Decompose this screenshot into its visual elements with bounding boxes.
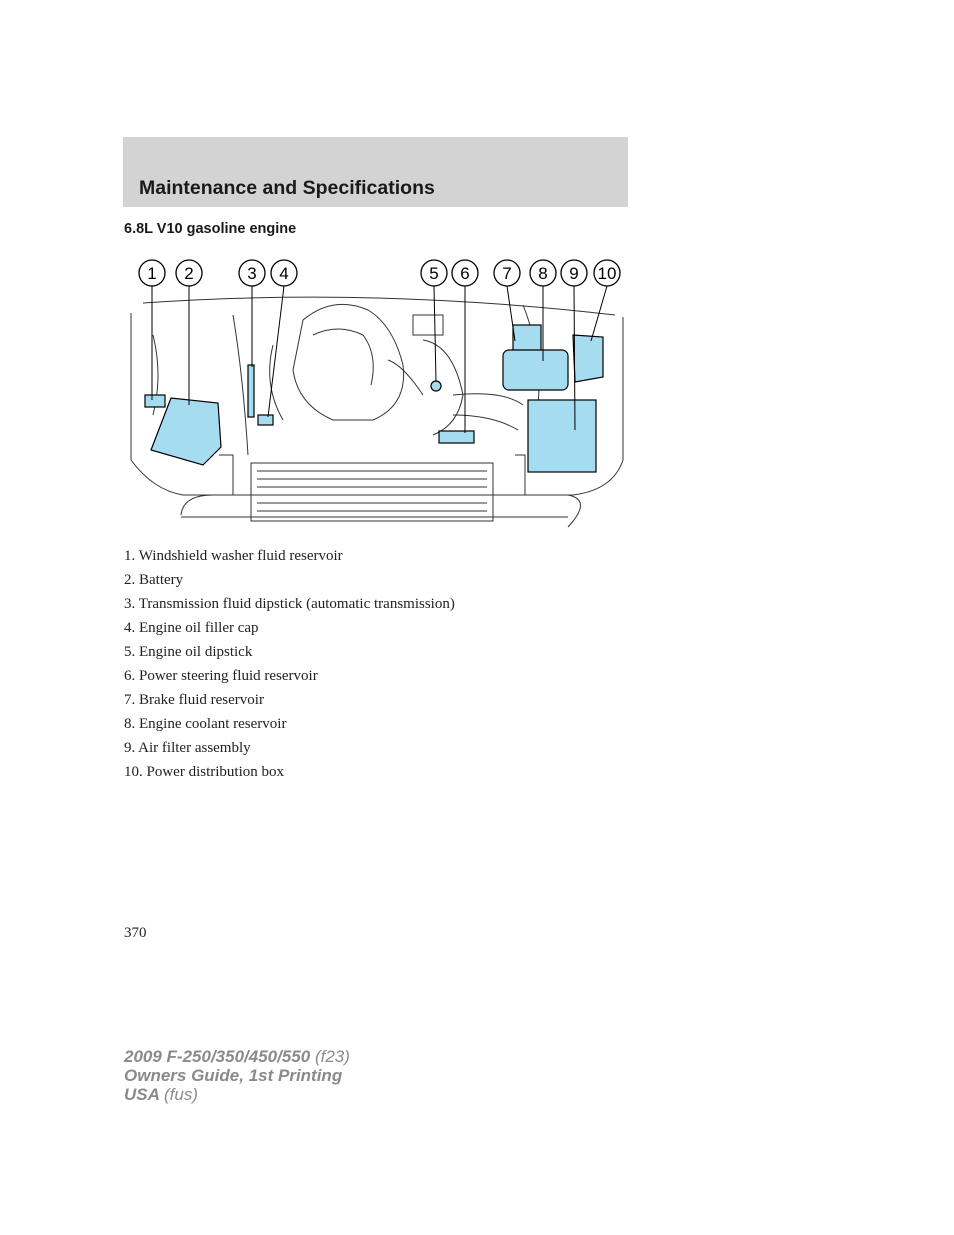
footer-model: 2009 F-250/350/450/550 xyxy=(124,1047,311,1066)
footer-market: USA xyxy=(124,1085,160,1104)
washer-reservoir-marker xyxy=(145,395,165,407)
battery-shape xyxy=(151,398,221,465)
power-steering-reservoir-marker xyxy=(439,431,474,443)
page-number: 370 xyxy=(124,925,147,941)
oil-filler-cap-marker xyxy=(258,415,273,425)
footer-line-2: Owners Guide, 1st Printing xyxy=(124,1066,343,1085)
callout-10 xyxy=(591,260,620,341)
callout-1 xyxy=(139,260,165,400)
svg-text:4: 4 xyxy=(279,264,289,283)
section-title: 6.8L V10 gasoline engine xyxy=(124,221,297,237)
svg-text:5: 5 xyxy=(429,264,439,283)
legend-item: 4. Engine oil filler cap xyxy=(124,620,259,636)
svg-text:7: 7 xyxy=(502,264,512,283)
legend-item: 2. Battery xyxy=(124,572,184,588)
engine-compartment-diagram xyxy=(123,255,633,530)
legend-item: 6. Power steering fluid reservoir xyxy=(124,668,318,684)
air-filter-shape xyxy=(528,400,596,472)
footer-market-code: (fus) xyxy=(164,1085,198,1104)
legend-item: 8. Engine coolant reservoir xyxy=(124,716,287,732)
legend-item: 9. Air filter assembly xyxy=(124,740,251,756)
legend-item: 3. Transmission fluid dipstick (automatic transmission) xyxy=(124,596,455,612)
footer-model-code: (f23) xyxy=(314,1047,350,1066)
callout-3 xyxy=(239,260,265,367)
legend-item: 10. Power distribution box xyxy=(124,764,284,780)
legend-item: 1. Windshield washer fluid reservoir xyxy=(124,548,343,564)
legend-item: 7. Brake fluid reservoir xyxy=(124,692,264,708)
footer-line-1 xyxy=(124,1047,350,1066)
svg-text:1: 1 xyxy=(147,264,157,283)
svg-text:2: 2 xyxy=(184,264,194,283)
legend-item: 5. Engine oil dipstick xyxy=(124,644,253,660)
power-distribution-box-shape xyxy=(573,335,603,382)
coolant-reservoir-shape xyxy=(503,350,568,390)
svg-text:10: 10 xyxy=(597,264,617,283)
callout-6 xyxy=(452,260,478,433)
svg-text:9: 9 xyxy=(569,264,579,283)
svg-text:3: 3 xyxy=(247,264,257,283)
page-title: Maintenance and Specifications xyxy=(139,177,435,199)
trans-dipstick-marker xyxy=(248,365,254,417)
svg-text:8: 8 xyxy=(538,264,548,283)
component-legend xyxy=(124,545,455,785)
oil-dipstick-marker xyxy=(431,381,441,391)
svg-text:6: 6 xyxy=(460,264,470,283)
footer xyxy=(124,1047,350,1104)
header-band xyxy=(123,137,628,207)
callout-2 xyxy=(176,260,202,405)
footer-line-3 xyxy=(124,1085,350,1104)
